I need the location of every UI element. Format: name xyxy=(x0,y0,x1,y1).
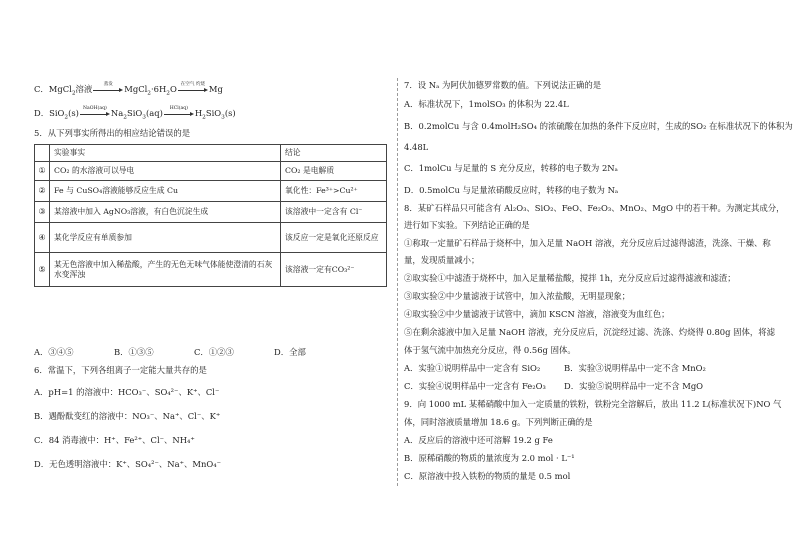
q5-option-b: B．①③⑤ xyxy=(114,347,154,357)
reaction-arrow: HCl(aq) xyxy=(164,110,194,117)
reaction-arrow: NaOH(aq) xyxy=(80,110,110,117)
q8-option-a: A．实验①说明样品中一定含有 SiO₂ xyxy=(404,363,541,373)
q8-option-c: C．实验④说明样品中一定含有 Fe₂O₃ xyxy=(404,381,546,391)
facts-conclusions-table xyxy=(34,144,387,287)
q5-option-d: D．全部 xyxy=(274,347,306,357)
table-row: ③ 某溶液中加入 AgNO₃溶液，有白色沉淀生成 该溶液中一定含有 Cl⁻ xyxy=(35,202,387,223)
reaction-arrow: 在空气 灼烧 xyxy=(178,86,208,93)
table-header-row xyxy=(35,145,387,162)
question-6: 6．常温下，下列各组离子一定能大量共存的是 xyxy=(34,365,207,375)
q6-option-b: B．遇酚酞变红的溶液中：NO₃⁻、Na⁺、Cl⁻、K⁺ xyxy=(34,411,221,421)
q7-option-b: B．0.2molCu 与含 0.4molH₂SO₄ 的浓硫酸在加热的条件下反应时，生成的SO₂ 在标准状况下的体积为 xyxy=(404,121,793,131)
q8-step-1-cont: 量，发现质量减小； xyxy=(404,255,480,265)
q7-option-b-cont: 4.48L xyxy=(404,142,429,152)
q8-option-b: B．实验③说明样品中一定不含 MnO₂ xyxy=(564,363,706,373)
q5-option-a: A．③④⑤ xyxy=(34,347,74,357)
question-7: 7．设 Nₐ 为阿伏加德罗常数的值。下列说法正确的是 xyxy=(404,80,602,90)
q7-option-c: C．1molCu 与足量的 S 充分反应，转移的电子数为 2Nₐ xyxy=(404,163,618,173)
question-8-cont: 进行如下实验。下列结论正确的是 xyxy=(404,220,530,230)
q8-step-5-cont: 体于氢气流中加热充分反应，得 0.56g 固体。 xyxy=(404,345,576,355)
q9-option-b: B．原稀硝酸的物质的量浓度为 2.0 mol · L⁻¹ xyxy=(404,453,575,463)
table-row: ② Fe 与 CuSO₄溶液能够反应生成 Cu 氧化性：Fe³⁺>Cu²⁺ xyxy=(35,181,387,202)
q7-option-d: D．0.5molCu 与足量浓硝酸反应时，转移的电子数为 Nₐ xyxy=(404,185,619,195)
table-row: ④ 某化学反应有单质参加 该反应一定是氧化还原反应 xyxy=(35,223,387,253)
q7-option-a: A．标准状况下，1molSO₃ 的体积为 22.4L xyxy=(404,99,569,109)
column-divider xyxy=(397,78,398,486)
table-row: ① CO₂ 的水溶液可以导电 CO₂ 是电解质 xyxy=(35,162,387,181)
reaction-arrow: 蒸发 xyxy=(93,86,123,93)
q8-step-4: ④取实验②中少量滤液于试管中，滴加 KSCN 溶液，溶液变为血红色； xyxy=(404,309,670,319)
q8-step-2: ②取实验①中滤渣于烧杯中，加入足量稀盐酸，搅拌 1h，充分反应后过滤得滤液和滤渣； xyxy=(404,273,736,283)
q9-option-a: A．反应后的溶液中还可溶解 19.2 g Fe xyxy=(404,435,553,445)
table-row: ⑤ 某无色溶液中加入稀盐酸，产生的无色无味气体能使澄清的石灰水变浑浊 该溶液一定有CO₃²⁻ xyxy=(35,253,387,287)
q8-step-1: ①称取一定量矿石样品于烧杯中，加入足量 NaOH 溶液，充分反应后过滤得滤渣，洗涤、干燥、称 xyxy=(404,238,771,248)
q8-option-d: D．实验⑤说明样品中一定不含 MgO xyxy=(564,381,704,391)
q8-step-5: ⑤在剩余滤液中加入足量 NaOH 溶液，充分反应后，沉淀经过滤、洗涤、灼烧得 0.80g 固体，将滤 xyxy=(404,327,776,337)
question-9: 9．向 1000 mL 某稀硝酸中加入一定质量的铁粉，铁粉完全溶解后，放出 11.2 L(标准状况下)NO 气 xyxy=(404,399,782,409)
q6-option-c: C．84 消毒液中：H⁺、Fe²⁺、Cl⁻、NH₄⁺ xyxy=(34,435,195,445)
q6-option-d: D．无色透明溶液中：K⁺、SO₄²⁻、Na⁺、MnO₄⁻ xyxy=(34,459,221,469)
question-8: 8．某矿石样品只可能含有 Al₂O₃、SiO₂、FeO、Fe₂O₃、MnO₂、MgO 中的若干种。为测定其成分， xyxy=(404,203,785,213)
header-fact: 实验事实 xyxy=(50,145,281,162)
option-c-conversion: C．MgCl$_2$溶液 蒸发 $MgCl_2\cdot 6H_2O$ 在空气 灼烧 Mg xyxy=(34,82,223,97)
q5-option-c: C．①②③ xyxy=(194,347,234,357)
q6-option-a: A．pH=1 的溶液中：HCO₃⁻、SO₄²⁻、K⁺、Cl⁻ xyxy=(34,387,220,397)
question-5: 5．从下列事实所得出的相应结论错误的是 xyxy=(34,128,191,138)
header-conclusion: 结论 xyxy=(281,145,387,162)
q9-option-c: C．原溶液中投入铁粉的物质的量是 0.5 mol xyxy=(404,471,571,481)
question-9-cont: 体，同时溶液质量增加 18.6 g。下列判断正确的是 xyxy=(404,417,593,427)
q8-step-3: ③取实验②中少量滤液于试管中，加入浓盐酸，无明显现象； xyxy=(404,291,631,301)
option-d-conversion: D．SiO$_2$(s) NaOH(aq) $Na_2SiO_3(aq)$ HCl(aq) $H_2SiO_3(s)$ xyxy=(34,106,236,121)
